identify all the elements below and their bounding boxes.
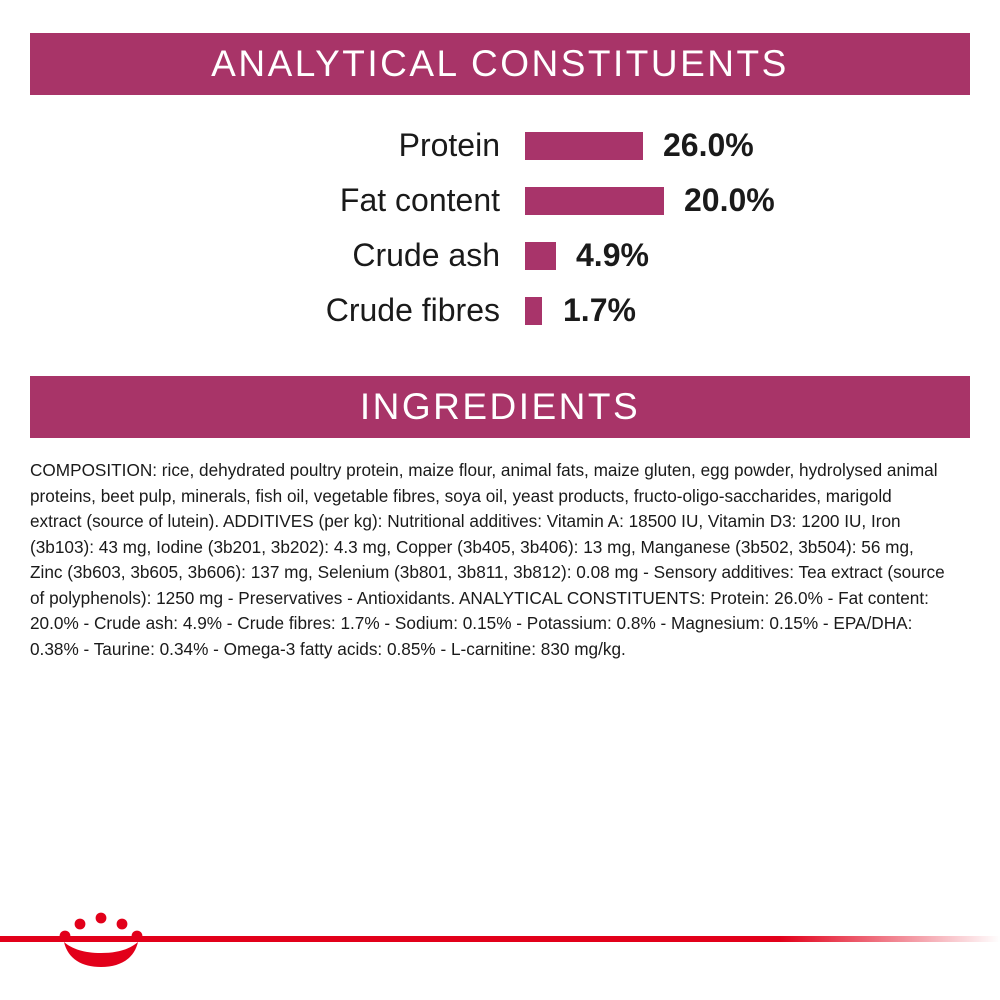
chart-value-label: 1.7% — [563, 292, 636, 328]
royal-canin-crown-logo — [58, 911, 144, 971]
chart-row — [30, 228, 970, 283]
chart-row — [30, 173, 970, 228]
section-header-analytical-constituents — [30, 33, 970, 95]
section-title-text: INGREDIENTS — [359, 386, 641, 427]
chart-bar-wrap — [525, 242, 556, 270]
chart-category-label: Crude fibres — [325, 292, 500, 328]
chart-bar-wrap — [525, 132, 643, 160]
section-header-ingredients — [30, 376, 970, 438]
chart-bar — [525, 242, 556, 270]
chart-category-label: Fat content — [339, 182, 500, 218]
constituents-bar-chart — [30, 118, 970, 348]
chart-value-label: 26.0% — [663, 127, 754, 163]
chart-bar — [525, 187, 664, 215]
chart-bar — [525, 297, 542, 325]
chart-row — [30, 118, 970, 173]
chart-bar-wrap — [525, 297, 542, 325]
chart-category-label: Protein — [398, 127, 500, 163]
section-title-text: ANALYTICAL CONSTITUENTS — [211, 43, 789, 84]
chart-bar — [525, 132, 643, 160]
composition-text: COMPOSITION: rice, dehydrated poultry protein, maize flour, animal fats, maize gluten, egg powder, hydrolysed animal proteins, beet pulp, minerals, fish oil, vegetable fibres, soya oil, yeast products, fructo-oligo-saccharides, marigold extract (source of lutein). ADDITIVES (per kg): Nutritional additives: Vitamin A: 18500 IU, Vitamin D3: 1200 IU, Iron (3b103): 43 mg, Iodine (3b201, 3b202): 4.3 mg, Copper (3b405, 3b406): 13 mg, Manganese (3b502, 3b504): 56 mg, Zinc (3b603, 3b605, 3b606): 137 mg, Selenium (3b801, 3b811, 3b812): 0.08 mg - Sensory additives: Tea extract (source of polyphenols): 1250 mg - Preservatives - Antioxidants. ANALYTICAL CONSTITUENTS: Protein: 26.0% - Fat content: 20.0% - Crude ash: 4.9% - Crude fibres: 1.7% - Sodium: 0.15% - Potassium: 0.8% - Magnesium: 0.15% - EPA/DHA: 0.38% - Taurine: 0.34% - Omega-3 fatty acids: 0.85% - L-carnitine: 830 mg/kg. — [30, 460, 945, 659]
footer-accent-line — [0, 936, 1000, 942]
chart-row — [30, 283, 970, 338]
chart-category-label: Crude ash — [352, 237, 500, 273]
chart-value-label: 4.9% — [576, 237, 649, 273]
chart-bar-wrap — [525, 187, 664, 215]
footer-brand-bar — [0, 908, 1000, 1000]
chart-value-label: 20.0% — [684, 182, 775, 218]
